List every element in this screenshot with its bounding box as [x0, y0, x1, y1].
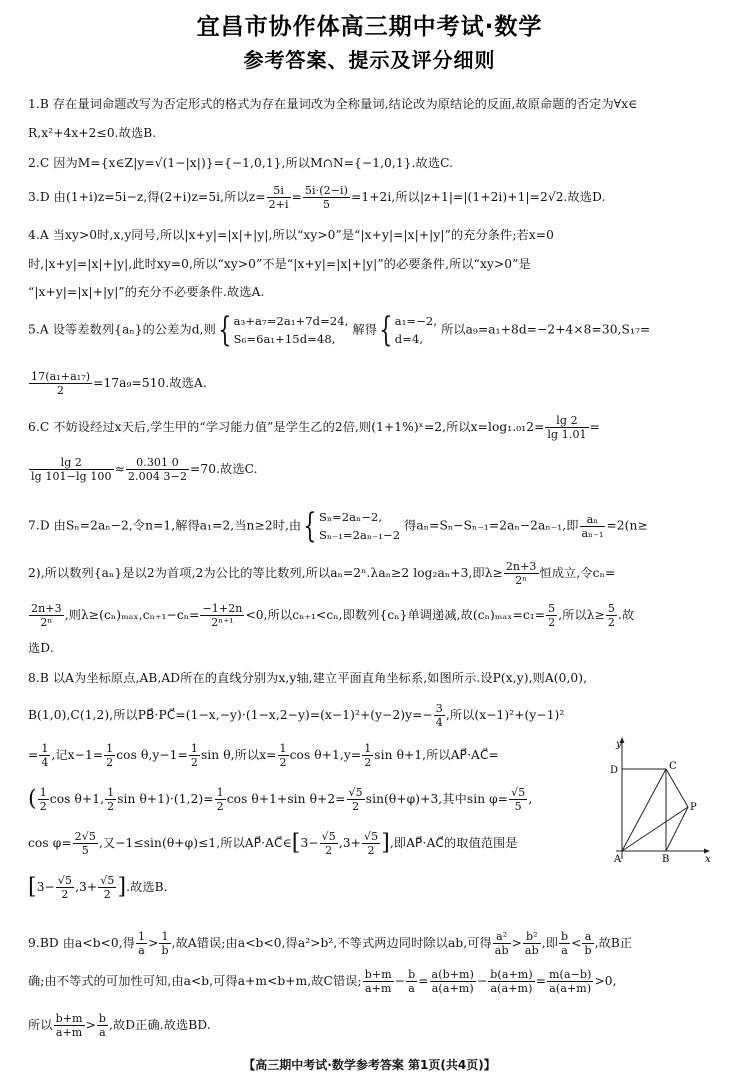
label-A: A	[614, 854, 622, 865]
coordinate-figure	[598, 735, 716, 865]
equation-system: a₃+a₇=2a₁+7d=24, S₆=6a₁+15d=48,	[233, 314, 349, 346]
fraction: $\frac{3}{4}$	[435, 702, 443, 729]
q8-line-3: = $\frac{1}{4}$ ,记x−1= $\frac{1}{2}$ cos θ,y−1= $\frac{1}{2}$ sin θ,所以x= $\frac{1}{2}$ cos θ+1,y= $\frac{1}{2}$ sin θ+1,所以AP⃗·AC⃗=	[28, 742, 499, 769]
page-title: 宜昌市协作体高三期中考试·数学	[196, 14, 543, 40]
fraction: $\frac{√5}{2}$	[100, 874, 115, 901]
fraction: $\frac{1}{2}$	[216, 786, 224, 813]
fraction: $\frac{1}{2}$	[106, 742, 114, 769]
fraction: $\frac{5i\cdot(2-i)}{5}$	[304, 184, 349, 211]
q4-line-2: 时,|x+y|=|x|+|y|,此时xy=0,所以“xy>0”不是“|x+y|=|x|+|y|”的必要条件,所以“xy>0”是	[28, 257, 531, 271]
q3-line-1: 3.D 由(1+i)z=5i−z,得(2+i)z=5i,所以z= $\frac{5i}{2+i}$ = $\frac{5i\cdot(2-i)}{5}$ =1+2i,所以|z+1|=|(1+2i)+1|=2√2.故选D.	[28, 184, 606, 211]
q4-line-1: 4.A 当xy>0时,x,y同号,所以|x+y|=|x|+|y|,所以“xy>0”是“|x+y|=|x|+|y|”的充分条件;若x=0	[28, 228, 554, 242]
segment-AP	[622, 807, 688, 851]
fraction: $\frac{√5}{5}$	[511, 786, 526, 813]
label-D: D	[610, 765, 619, 776]
label-P: P	[690, 802, 697, 813]
equation-system: a₁=−2, d=4,	[394, 314, 438, 346]
q7-line-4: 选D.	[28, 641, 54, 655]
fraction: $\frac{a}{b}$	[584, 930, 592, 957]
equation-system: Sₙ=2aₙ−2, Sₙ₋₁=2aₙ₋₁−2	[318, 510, 401, 542]
q5-line-1: 5.A 设等差数列{aₙ}的公差为d,则{ a₃+a₇=2a₁+7d=24, S₆=6a₁+15d=48, 解得{ a₁=−2, d=4, 所以a₉=a₁+8d=−2+4×8=30,S₁₇=	[28, 310, 651, 350]
q1-line-1: 1.B 存在量词命题改写为否定形式的格式为存在量词改为全称量词,结论改为原结论的反面,故原命题的否定为∀x∈	[28, 97, 638, 111]
fraction: $\frac{1}{4}$	[41, 742, 49, 769]
fraction: $\frac{b}{a}$	[560, 930, 569, 957]
fraction: $\frac{1}{2}$	[190, 742, 198, 769]
fraction: $\frac{5}{2}$	[607, 602, 615, 629]
fraction: $\frac{\lg 2}{\lg 101-\lg 100}$	[31, 456, 112, 483]
q4-line-3: “|x+y|=|x|+|y|”的充分不必要条件.故选A.	[28, 285, 265, 299]
fraction: $\frac{b}{a}$	[408, 968, 416, 995]
fraction: $\frac{2√5}{5}$	[74, 830, 96, 857]
q8-line-2: B(1,0),C(1,2),所以PB⃗·PC⃗=(1−x,−y)·(1−x,2−y)=(x−1)²+(y−2)y=− $\frac{3}{4}$ ,所以(x−1)²+(y−1)²	[28, 702, 565, 729]
label-B: B	[662, 854, 670, 865]
label-x: x	[705, 854, 711, 865]
fraction: $\frac{b}{a}$	[98, 1012, 107, 1039]
q8-line-5: cos φ= $\frac{2√5}{5}$ ,又−1≤sin(θ+φ)≤1,所以AP⃗·AC⃗∈[3− $\frac{√5}{2}$ ,3+ $\frac{√5}{2}$ ],即AP⃗·AC⃗的取值范围是	[28, 830, 518, 857]
fraction: $\frac{\text{a²}}{ab}$	[494, 930, 509, 957]
fraction: $\frac{b(a+m)}{a(a+m)}$	[490, 968, 533, 995]
label-y: y	[616, 739, 622, 750]
fraction: $\frac{√5}{2}$	[321, 830, 336, 857]
page-footer: 【高三期中考试·数学参考答案 第1页(共4页)】	[243, 1058, 496, 1072]
fraction: $\frac{\text{17(a₁+a₁₇)}}{2}$	[31, 370, 91, 397]
fraction: $\frac{2n+3}{\text{2ⁿ}}$	[505, 560, 537, 587]
fraction: $\frac{1}{b}$	[161, 930, 169, 957]
segment-AC	[622, 769, 666, 851]
q9-line-1: 9.BD 由a<b<0,得 $\frac{1}{a}$ > $\frac{1}{b}$ ,故A错误;由a<b<0,得a²>b²,不等式两边同时除以ab,可得 $\frac{\text{a²}}{ab}$ > $\frac{\text{b²}}{ab}$ ,即 $\frac{b}{a}$ < $\frac{a}{b}$ ,故B正	[28, 930, 633, 957]
fraction: $\frac{a(b+m)}{a(a+m)}$	[431, 968, 474, 995]
fraction: $\frac{5}{2}$	[548, 602, 556, 629]
q2-line-1: 2.C 因为M={x∈Z|y=√(1−|x|)}={−1,0,1},所以M∩N={−1,0,1}.故选C.	[28, 156, 454, 170]
q6-line-2: $\frac{\lg 2}{\lg 101-\lg 100}$ ≈ $\frac{0.301 0}{2.004 3-2}$ =70.故选C.	[31, 456, 258, 483]
fraction: $\frac{-1+2n}{\text{2ⁿ⁺¹}}$	[202, 602, 243, 629]
segment-BP	[666, 807, 688, 851]
fraction: $\frac{√5}{2}$	[348, 786, 363, 813]
label-C: C	[669, 761, 677, 772]
segment-CP	[666, 769, 688, 807]
fraction: $\frac{√5}{2}$	[57, 874, 73, 901]
q7-line-1: 7.D 由Sₙ=2aₙ−2,令n=1,解得a₁=2,当n≥2时,由{ Sₙ=2aₙ−2, Sₙ₋₁=2aₙ₋₁−2 得aₙ=Sₙ−Sₙ₋₁=2aₙ−2aₙ₋₁,即 $\frac{\text{aₙ}}{\text{aₙ₋₁}}$ =2(n≥	[28, 506, 648, 546]
fraction: $\frac{1}{2}$	[107, 786, 115, 813]
fraction: $\frac{b+m}{a+m}$	[364, 968, 392, 995]
q9-line-3: 所以 $\frac{b+m}{a+m}$ > $\frac{b}{a}$ ,故D正确.故选BD.	[28, 1012, 211, 1039]
q7-line-2: 2),所以数列{aₙ}是以2为首项,2为公比的等比数列,所以aₙ=2ⁿ.λaₙ≥2 log₂aₙ+3,即λ≥ $\frac{2n+3}{\text{2ⁿ}}$ 恒成立,令cₙ=	[28, 560, 616, 587]
fraction: $\frac{1}{2}$	[279, 742, 287, 769]
fraction: $\frac{2n+3}{\text{2ⁿ}}$	[31, 602, 62, 629]
fraction: $\frac{0.301 0}{2.004 3-2}$	[127, 456, 188, 483]
fraction: $\frac{\text{b²}}{ab}$	[524, 930, 539, 957]
q9-line-2: 确;由不等式的可加性可知,由a<b,可得a+m<b+m,故C错误; $\frac{b+m}{a+m}$ − $\frac{b}{a}$ = $\frac{a(b+m)}{a(a+m)}$ − $\frac{b(a+m)}{a(a+m)}$ = $\frac{m(a-b)}{a(a+m)}$ >0,	[28, 968, 617, 995]
q1-line-2: R,x²+4x+2≤0.故选B.	[28, 126, 157, 140]
fraction: $\frac{5i}{2+i}$	[268, 184, 289, 211]
fraction: $\frac{b+m}{a+m}$	[55, 1012, 83, 1039]
q7-line-3: $\frac{2n+3}{\text{2ⁿ}}$ ,则λ≥(cₙ)ₘₐₓ,cₙ₊₁−cₙ= $\frac{-1+2n}{\text{2ⁿ⁺¹}}$ <0,所以cₙ₊₁<cₙ,即数列{cₙ}单调递减,故(cₙ)ₘₐₓ=c₁= $\frac{5}{2}$ ,所以λ≥ $\frac{5}{2}$ .故	[31, 602, 635, 629]
q8-line-4: ( $\frac{1}{2}$ cos θ+1, $\frac{1}{2}$ sin θ+1)·(1,2)= $\frac{1}{2}$ cos θ+1+sin θ+2= $\frac{√5}{2}$ sin(θ+φ)+3,其中sin φ= $\frac{√5}{5}$ ,	[28, 786, 533, 813]
fraction: $\frac{\text{aₙ}}{\text{aₙ₋₁}}$	[581, 512, 604, 540]
q5-line-2: $\frac{\text{17(a₁+a₁₇)}}{2}$ =17a₉=510.故选A.	[31, 370, 207, 397]
fraction: $\frac{1}{2}$	[39, 786, 47, 813]
q6-line-1: 6.C 不妨设经过x天后,学生甲的“学习能力值”是学生乙的2倍,则(1+1%)ˣ=2,所以x=log₁.₀₁2= $\frac{\lg 2}{\lg 1.01}$ =	[28, 414, 600, 441]
fraction: $\frac{m(a-b)}{a(a+m)}$	[549, 968, 592, 995]
q8-line-6: [3− $\frac{√5}{2}$ ,3+ $\frac{√5}{2}$ ].故选B.	[28, 874, 168, 901]
fraction: $\frac{\lg 2}{\lg 1.01}$	[547, 414, 587, 441]
page-subtitle: 参考答案、提示及评分细则	[243, 48, 496, 72]
fraction: $\frac{1}{a}$	[138, 930, 146, 957]
q8-line-1: 8.B 以A为坐标原点,AB,AD所在的直线分别为x,y轴,建立平面直角坐标系,如图所示.设P(x,y),则A(0,0),	[28, 671, 588, 685]
fraction: $\frac{1}{2}$	[364, 742, 372, 769]
fraction: $\frac{√5}{2}$	[363, 830, 379, 857]
